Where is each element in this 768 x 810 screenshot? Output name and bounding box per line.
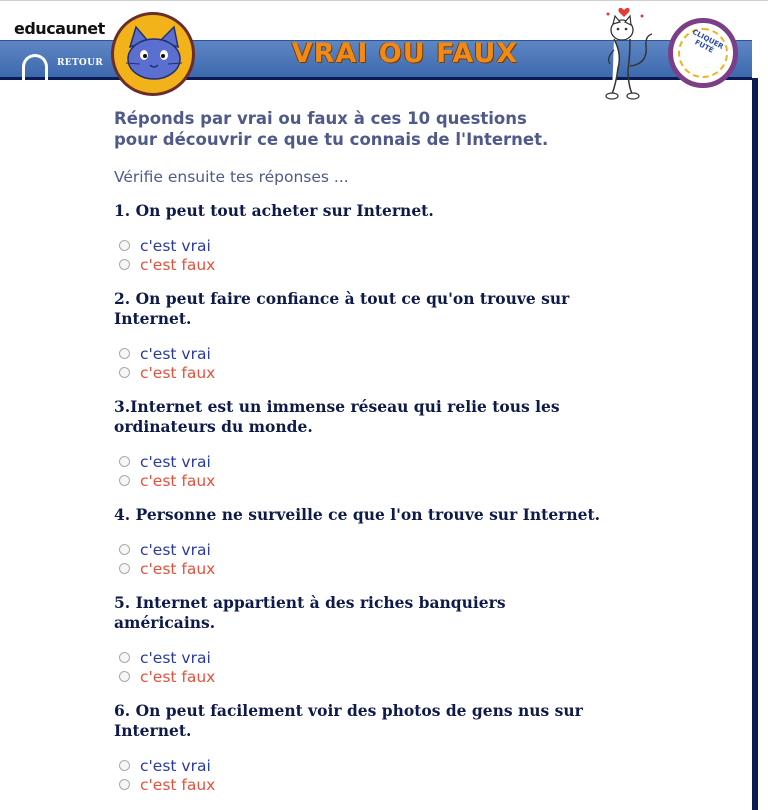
page-title: VRAI OU FAUX <box>291 38 519 69</box>
question-block <box>114 701 724 794</box>
answer-options <box>114 452 724 490</box>
answer-options <box>114 236 724 274</box>
question-line: américains. <box>114 613 216 632</box>
option-label-vrai[interactable]: c'est vrai <box>140 236 211 255</box>
option-faux[interactable] <box>119 255 724 274</box>
option-label-faux[interactable]: c'est faux <box>140 559 216 578</box>
question-line: 2. On peut faire confiance à tout ce qu'on trouve sur <box>114 289 570 308</box>
radio-faux[interactable] <box>119 563 130 574</box>
answer-options <box>114 756 724 794</box>
radio-faux[interactable] <box>119 367 130 378</box>
back-label: RETOUR <box>57 58 104 68</box>
question-line: Internet. <box>114 309 192 328</box>
badge-label: CLIQUER FUTÉ <box>690 27 725 55</box>
option-vrai[interactable] <box>119 648 724 667</box>
option-label-faux[interactable]: c'est faux <box>140 667 216 686</box>
option-faux[interactable] <box>119 559 724 578</box>
radio-vrai[interactable] <box>119 456 130 467</box>
radio-faux[interactable] <box>119 779 130 790</box>
intro-line-1: Réponds par vrai ou faux à ces 10 questions <box>114 109 527 128</box>
educaunet-logo[interactable]: educaunet <box>14 19 105 38</box>
cliquer-fute-badge[interactable] <box>668 18 738 88</box>
radio-vrai[interactable] <box>119 544 130 555</box>
option-label-faux[interactable]: c'est faux <box>140 775 216 794</box>
radio-vrai[interactable] <box>119 760 130 771</box>
question-line: 6. On peut facilement voir des photos de gens nus sur <box>114 701 583 720</box>
option-label-faux[interactable]: c'est faux <box>140 471 216 490</box>
question-text <box>114 201 724 221</box>
question-line: ordinateurs du monde. <box>114 417 313 436</box>
option-faux[interactable] <box>119 471 724 490</box>
option-vrai[interactable] <box>119 756 724 775</box>
question-text <box>114 289 724 329</box>
answer-options <box>114 540 724 578</box>
radio-vrai[interactable] <box>119 348 130 359</box>
intro-text <box>114 108 724 150</box>
question-line: 5. Internet appartient à des riches banquiers <box>114 593 506 612</box>
site-header <box>0 0 768 100</box>
option-label-faux[interactable]: c'est faux <box>140 255 216 274</box>
option-faux[interactable] <box>119 667 724 686</box>
question-text <box>114 397 724 437</box>
radio-vrai[interactable] <box>119 652 130 663</box>
option-label-vrai[interactable]: c'est vrai <box>140 540 211 559</box>
question-block <box>114 397 724 490</box>
question-line: 4. Personne ne surveille ce que l'on trouve sur Internet. <box>114 505 601 524</box>
hint-text: Vérifie ensuite tes réponses ... <box>114 168 349 186</box>
top-divider <box>0 0 768 1</box>
question-block <box>114 505 724 578</box>
option-label-vrai[interactable]: c'est vrai <box>140 344 211 363</box>
radio-faux[interactable] <box>119 475 130 486</box>
right-border <box>752 78 758 810</box>
option-vrai[interactable] <box>119 344 724 363</box>
radio-faux[interactable] <box>119 259 130 270</box>
cat-face-icon <box>111 12 195 96</box>
radio-faux[interactable] <box>119 671 130 682</box>
option-faux[interactable] <box>119 775 724 794</box>
option-vrai[interactable] <box>119 236 724 255</box>
answer-options <box>114 648 724 686</box>
question-line: 1. On peut tout acheter sur Internet. <box>114 201 434 220</box>
radio-vrai[interactable] <box>119 240 130 251</box>
intro-line-2: pour découvrir ce que tu connais de l'Internet. <box>114 130 549 149</box>
question-text <box>114 701 724 741</box>
option-label-vrai[interactable]: c'est vrai <box>140 452 211 471</box>
question-line: 3.Internet est un immense réseau qui relie tous les <box>114 397 560 416</box>
answer-options <box>114 344 724 382</box>
question-block <box>114 201 724 274</box>
cat-mascot-icon <box>596 6 656 104</box>
option-label-vrai[interactable]: c'est vrai <box>140 756 211 775</box>
option-label-faux[interactable]: c'est faux <box>140 363 216 382</box>
question-text <box>114 505 724 525</box>
question-block <box>114 593 724 686</box>
option-vrai[interactable] <box>119 452 724 471</box>
question-text <box>114 593 724 633</box>
option-label-vrai[interactable]: c'est vrai <box>140 648 211 667</box>
arch-icon <box>22 54 48 80</box>
quiz-content <box>114 108 724 794</box>
option-faux[interactable] <box>119 363 724 382</box>
question-block <box>114 289 724 382</box>
question-line: Internet. <box>114 721 192 740</box>
option-vrai[interactable] <box>119 540 724 559</box>
